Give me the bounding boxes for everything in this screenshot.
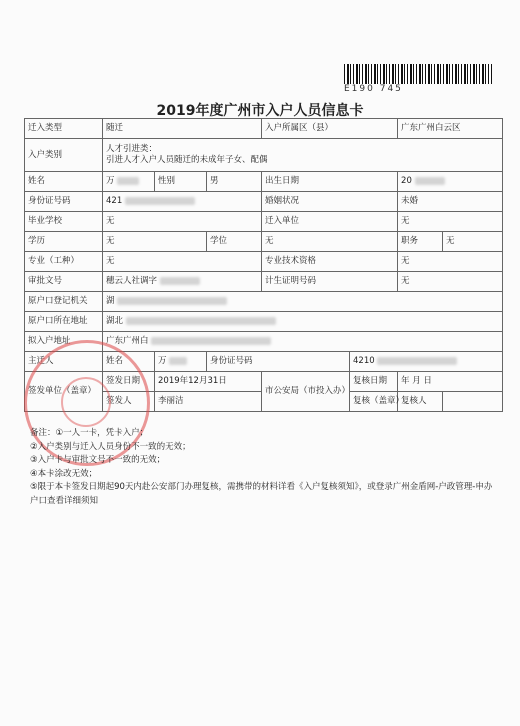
note-line: ②入户类别与迁入人员身份不一致的无效； <box>30 441 191 452</box>
label-orig-office: 原户口登记机关 <box>25 292 103 312</box>
value-head-name <box>155 352 207 372</box>
label-district: 入户所属区（县） <box>262 119 398 139</box>
approval-text: 穗云人社调字 <box>106 276 158 286</box>
note-line: ⑤限于本卡签发日期起90天内赴公安部门办理复核，需携带的材料详看《入户复核须知》，或登录广州金盾网-户政管理-申办户口查看详细须知 <box>30 482 493 506</box>
birth-text: 20 <box>401 176 412 186</box>
value-reviewer <box>443 392 503 412</box>
redaction-mark <box>126 317 276 325</box>
value-tech: 无 <box>398 252 503 272</box>
value-job: 无 <box>443 232 503 252</box>
value-orig-addr <box>103 312 503 332</box>
orig-office-text: 湖 <box>106 296 115 306</box>
card-title: 2019年度广州市入户人员信息卡 <box>156 103 364 119</box>
label-job: 职务 <box>398 232 443 252</box>
note-line: ④本卡涂改无效； <box>30 468 98 479</box>
label-head-id: 身份证号码 <box>207 352 350 372</box>
value-head-id <box>350 352 503 372</box>
info-table <box>24 118 503 412</box>
label-police: 市公安局（市投入办） <box>262 372 350 412</box>
redaction-mark <box>160 277 200 285</box>
value-category <box>103 139 503 172</box>
label-signer: 签发人 <box>103 392 155 412</box>
info-form <box>24 118 502 412</box>
value-new-addr <box>103 332 503 352</box>
value-marriage: 未婚 <box>398 192 503 212</box>
new-addr-text: 广东广州白 <box>106 336 149 346</box>
category-line-2: 引进人才入户人员随迁的未成年子女、配偶 <box>106 155 268 165</box>
label-category: 入户类别 <box>25 139 103 172</box>
value-name <box>103 172 155 192</box>
value-migrate-type: 随迁 <box>103 119 262 139</box>
category-line-1: 人才引进类： <box>106 144 158 154</box>
label-migrate-type: 迁入类型 <box>25 119 103 139</box>
label-review-date: 复核日期 <box>350 372 398 392</box>
redaction-mark <box>125 197 195 205</box>
value-birth <box>398 172 503 192</box>
label-id: 身份证号码 <box>25 192 103 212</box>
value-signer: 李丽洁 <box>155 392 262 412</box>
label-birth: 出生日期 <box>262 172 398 192</box>
label-marriage: 婚姻状况 <box>262 192 398 212</box>
label-orig-addr: 原户口所在地址 <box>25 312 103 332</box>
label-head: 主迁人 <box>25 352 103 372</box>
redaction-mark <box>151 337 271 345</box>
label-unit: 迁入单位 <box>262 212 398 232</box>
head-id-text: 4210 <box>353 356 375 366</box>
label-approval: 审批文号 <box>25 272 103 292</box>
value-review-date: 年 月 日 <box>398 372 503 392</box>
value-orig-office <box>103 292 503 312</box>
value-unit: 无 <box>398 212 503 232</box>
name-text: 万 <box>106 176 115 186</box>
value-major: 无 <box>103 252 262 272</box>
redaction-mark <box>169 357 187 365</box>
redaction-mark <box>377 357 457 365</box>
label-issuer: 签发单位（盖章） <box>25 372 103 412</box>
value-birthcert: 无 <box>398 272 503 292</box>
redaction-mark <box>415 177 445 185</box>
value-school: 无 <box>103 212 262 232</box>
value-id <box>103 192 262 212</box>
value-edu: 无 <box>103 232 207 252</box>
label-tech: 专业技术资格 <box>262 252 398 272</box>
label-degree: 学位 <box>207 232 262 252</box>
value-district: 广东广州白云区 <box>398 119 503 139</box>
label-edu: 学历 <box>25 232 103 252</box>
redaction-mark <box>117 297 227 305</box>
value-approval <box>103 272 262 292</box>
label-head-name: 姓名 <box>103 352 155 372</box>
value-issue-date: 2019年12月31日 <box>155 372 262 392</box>
label-major: 专业（工种） <box>25 252 103 272</box>
notes-section <box>30 427 500 508</box>
label-issue-date: 签发日期 <box>103 372 155 392</box>
barcode-number: E190 745 <box>344 84 492 94</box>
value-degree: 无 <box>262 232 398 252</box>
label-gender: 性别 <box>155 172 207 192</box>
note-line: ③入户卡与审批文号不一致的无效； <box>30 455 166 465</box>
orig-addr-text: 湖北 <box>106 316 124 326</box>
label-school: 毕业学校 <box>25 212 103 232</box>
note-line: 备注：①一人一卡，凭卡入户； <box>30 428 149 438</box>
label-reviewer: 复核人 <box>398 392 443 412</box>
label-name: 姓名 <box>25 172 103 192</box>
label-review-seal: 复核（盖章） <box>350 392 398 412</box>
label-birthcert: 计生证明号码 <box>262 272 398 292</box>
redaction-mark <box>117 177 139 185</box>
id-text: 421 <box>106 196 123 206</box>
head-name-text: 万 <box>158 356 167 366</box>
label-new-addr: 拟入户地址 <box>25 332 103 352</box>
value-gender: 男 <box>207 172 262 192</box>
